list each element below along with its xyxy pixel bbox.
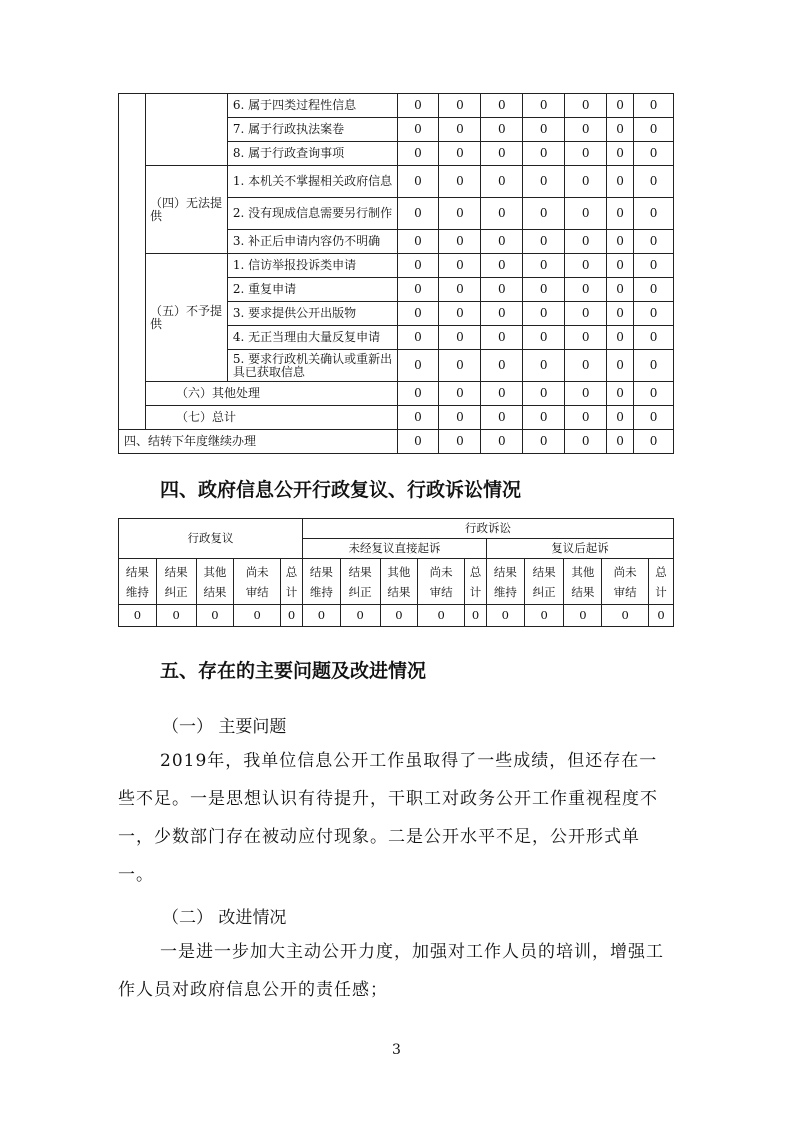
value-cell: 0 [439,230,481,254]
value-cell: 0 [439,94,481,118]
column-header: 总 计 [465,559,487,605]
value-cell: 0 [397,350,439,382]
value-cell: 0 [564,605,602,627]
column-header: 总 计 [648,559,673,605]
table-row [119,166,674,198]
table-row [119,94,674,118]
item-label: 8. 属于行政查询事项 [227,142,397,166]
value-cell: 0 [481,302,523,326]
value-cell: 0 [397,406,439,430]
item-label: 1. 信访举报投诉类申请 [227,254,397,278]
value-cell: 0 [439,406,481,430]
value-cell: 0 [397,142,439,166]
item-label: 4. 无正当理由大量反复申请 [227,326,397,350]
value-cell: 0 [607,350,634,382]
item-label: 7. 属于行政执法案卷 [227,118,397,142]
value-cell: 0 [397,302,439,326]
value-cell: 0 [397,278,439,302]
value-cell: 0 [607,430,634,454]
value-cell: 0 [439,326,481,350]
item-label: 3. 要求提供公开出版物 [227,302,397,326]
value-cell: 0 [565,142,607,166]
value-cell: 0 [481,430,523,454]
table-row [119,605,674,627]
value-cell: 0 [397,254,439,278]
item-label: 6. 属于四类过程性信息 [227,94,397,118]
value-cell: 0 [439,350,481,382]
value-cell: 0 [607,230,634,254]
value-cell: 0 [439,254,481,278]
value-cell: 0 [565,230,607,254]
header-review: 行政复议 [119,519,303,559]
value-cell: 0 [156,605,196,627]
value-cell: 0 [607,278,634,302]
value-cell: 0 [439,278,481,302]
value-cell: 0 [523,230,565,254]
value-cell: 0 [607,254,634,278]
page-number: 3 [392,1042,401,1058]
value-cell: 0 [397,382,439,406]
value-cell: 0 [481,350,523,382]
value-cell: 0 [634,254,674,278]
column-header: 结果 纠正 [524,559,564,605]
value-cell: 0 [523,278,565,302]
value-cell: 0 [634,382,674,406]
value-cell: 0 [565,94,607,118]
value-cell: 0 [481,254,523,278]
group-cell: （五）不予提供 [145,254,227,382]
total-label: （七）总计 [145,406,397,430]
header-after-review: 复议后起诉 [486,539,673,559]
table-row [119,406,674,430]
subheading-improvements: （二） 改进情况 [162,908,287,928]
value-cell: 0 [439,166,481,198]
value-cell: 0 [523,94,565,118]
value-cell: 0 [439,118,481,142]
value-cell: 0 [281,605,303,627]
value-cell: 0 [481,166,523,198]
value-cell: 0 [397,166,439,198]
value-cell: 0 [602,605,649,627]
value-cell: 0 [397,430,439,454]
value-cell: 0 [481,198,523,230]
column-header: 尚未 审结 [234,559,281,605]
value-cell: 0 [486,605,524,627]
value-cell: 0 [439,302,481,326]
value-cell: 0 [481,94,523,118]
value-cell: 0 [481,278,523,302]
value-cell: 0 [565,326,607,350]
value-cell: 0 [607,166,634,198]
value-cell: 0 [397,326,439,350]
value-cell: 0 [119,605,157,627]
value-cell: 0 [607,142,634,166]
table-header-row [119,559,674,605]
value-cell: 0 [565,382,607,406]
value-cell: 0 [634,278,674,302]
value-cell: 0 [648,605,673,627]
indent-cell [119,94,146,430]
value-cell: 0 [481,326,523,350]
value-cell: 0 [397,94,439,118]
value-cell: 0 [397,230,439,254]
table-row [119,382,674,406]
value-cell: 0 [523,142,565,166]
section4-title: 四、政府信息公开行政复议、行政诉讼情况 [160,479,522,501]
review-litigation-table [118,518,674,627]
application-handling-table [118,93,674,454]
column-header: 尚未 审结 [602,559,649,605]
value-cell: 0 [607,94,634,118]
value-cell: 0 [634,230,674,254]
section5-title: 五、存在的主要问题及改进情况 [160,660,427,682]
value-cell: 0 [439,382,481,406]
value-cell: 0 [634,166,674,198]
value-cell: 0 [565,118,607,142]
value-cell: 0 [607,326,634,350]
value-cell: 0 [634,142,674,166]
value-cell: 0 [634,198,674,230]
column-header: 其他 结果 [564,559,602,605]
carry-over-label: 四、结转下年度继续办理 [119,430,398,454]
column-header: 结果 维持 [486,559,524,605]
value-cell: 0 [523,382,565,406]
item-label: 2. 没有现成信息需要另行制作 [227,198,397,230]
value-cell: 0 [481,382,523,406]
value-cell: 0 [523,406,565,430]
column-header: 结果 纠正 [340,559,380,605]
column-header: 总 计 [281,559,303,605]
value-cell: 0 [302,605,340,627]
header-direct-suit: 未经复议直接起诉 [302,539,486,559]
value-cell: 0 [565,430,607,454]
value-cell: 0 [634,94,674,118]
value-cell: 0 [418,605,465,627]
value-cell: 0 [607,198,634,230]
group-cell [145,94,227,166]
value-cell: 0 [523,430,565,454]
value-cell: 0 [481,230,523,254]
value-cell: 0 [523,326,565,350]
paragraph-problems: 2019年，我单位信息公开工作虽取得了一些成绩，但还存在一些不足。一是思想认识有待提升，干职工对政务公开工作重视程度不一，少数部门存在被动应付现象。二是公开水平不足，公开形式单一。 [118,751,658,885]
item-label: 3. 补正后申请内容仍不明确 [227,230,397,254]
column-header: 其他 结果 [196,559,234,605]
item-label: 5. 要求行政机关确认或重新出具已获取信息 [227,350,397,382]
value-cell: 0 [565,198,607,230]
value-cell: 0 [439,198,481,230]
value-cell: 0 [634,350,674,382]
value-cell: 0 [397,198,439,230]
value-cell: 0 [634,118,674,142]
other-label: （六）其他处理 [145,382,397,406]
paragraph-improvements: 一是进一步加大主动公开力度，加强对工作人员的培训，增强工作人员对政府信息公开的责任感； [118,942,664,1000]
value-cell: 0 [481,406,523,430]
value-cell: 0 [196,605,234,627]
item-label: 2. 重复申请 [227,278,397,302]
value-cell: 0 [523,302,565,326]
column-header: 尚未 审结 [418,559,465,605]
item-label: 1. 本机关不掌握相关政府信息 [227,166,397,198]
value-cell: 0 [607,382,634,406]
column-header: 结果 纠正 [156,559,196,605]
value-cell: 0 [523,198,565,230]
value-cell: 0 [523,254,565,278]
value-cell: 0 [565,166,607,198]
value-cell: 0 [524,605,564,627]
value-cell: 0 [565,406,607,430]
value-cell: 0 [523,350,565,382]
table-row [119,430,674,454]
value-cell: 0 [607,406,634,430]
value-cell: 0 [523,118,565,142]
value-cell: 0 [439,430,481,454]
value-cell: 0 [481,142,523,166]
value-cell: 0 [481,118,523,142]
value-cell: 0 [565,278,607,302]
value-cell: 0 [565,350,607,382]
value-cell: 0 [340,605,380,627]
column-header: 其他 结果 [380,559,418,605]
value-cell: 0 [634,302,674,326]
value-cell: 0 [607,302,634,326]
value-cell: 0 [607,118,634,142]
value-cell: 0 [565,302,607,326]
value-cell: 0 [439,142,481,166]
value-cell: 0 [565,254,607,278]
subheading-main-problems: （一） 主要问题 [162,717,287,737]
value-cell: 0 [634,406,674,430]
value-cell: 0 [397,118,439,142]
table-row [119,254,674,278]
column-header: 结果 维持 [302,559,340,605]
value-cell: 0 [523,166,565,198]
value-cell: 0 [234,605,281,627]
value-cell: 0 [634,326,674,350]
table-header-row [119,519,674,539]
value-cell: 0 [465,605,487,627]
value-cell: 0 [380,605,418,627]
column-header: 结果 维持 [119,559,157,605]
value-cell: 0 [634,430,674,454]
group-cell: （四）无法提供 [145,166,227,254]
header-litigation: 行政诉讼 [302,519,673,539]
